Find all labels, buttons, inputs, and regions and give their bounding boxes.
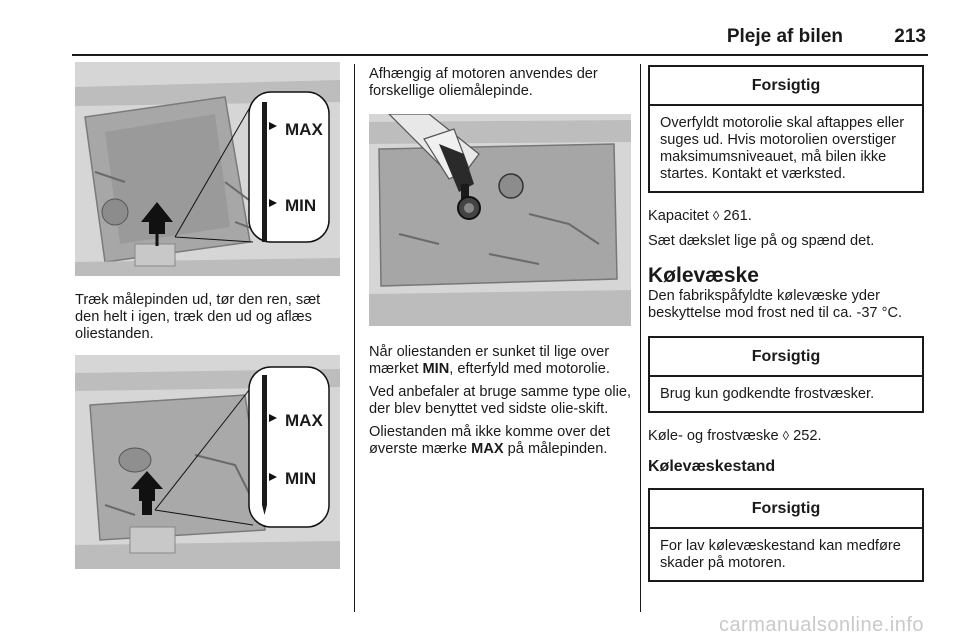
intro-text: Afhængig af motoren anvendes der forskellige oliemålepinde. bbox=[369, 66, 598, 99]
dipstick-figure-1 bbox=[75, 62, 340, 276]
min-label-1: MIN bbox=[285, 196, 317, 215]
caution-box-1 bbox=[648, 65, 924, 193]
column-3 bbox=[648, 62, 924, 582]
watermark: carmanualsonline.info bbox=[718, 614, 924, 636]
page-header bbox=[72, 22, 928, 56]
refill-text: Når oliestanden er sunket til lige over mærket MIN, efterfyld med motorolie. bbox=[369, 344, 610, 377]
caution-heading-3: Forsigtig bbox=[650, 490, 922, 529]
reference-icon: ◊ bbox=[782, 428, 790, 443]
column-2 bbox=[369, 62, 633, 458]
caution-box-2 bbox=[648, 336, 924, 413]
caution-heading-2: Forsigtig bbox=[650, 338, 922, 377]
column-1 bbox=[75, 62, 340, 569]
capacity-text: Kapacitet ◊ 261. bbox=[648, 208, 752, 224]
section-heading-coolant: Kølevæske bbox=[648, 264, 759, 287]
instruction-text-1: Træk målepinden ud, tør den ren, sæt den helt i igen, træk den ud og aflæs oliestanden. bbox=[75, 292, 321, 342]
antifreeze-text: Køle- og frostvæske ◊ 252. bbox=[648, 428, 822, 444]
reference-icon: ◊ bbox=[712, 208, 720, 223]
subheading-coolant-level: Kølevæskestand bbox=[648, 458, 776, 475]
caution-heading-1: Forsigtig bbox=[650, 67, 922, 106]
caution-body-1: Overfyldt motorolie skal aftappes eller suges ud. Hvis motorolien overstiger maksimumsniveauet, må bilen ikke startes. Kontakt et værksted. bbox=[660, 115, 905, 182]
column-divider-1 bbox=[354, 64, 355, 612]
cover-text: Sæt dækslet lige på og spænd det. bbox=[648, 233, 875, 249]
caution-body-2: Brug kun godkendte frostvæsker. bbox=[660, 386, 875, 402]
coolant-text: Den fabrikspåfyldte kølevæske yder beskyttelse mod frost ned til ca. -37 °C. bbox=[648, 288, 903, 321]
column-divider-2 bbox=[640, 64, 641, 612]
page-number: 213 bbox=[894, 26, 926, 47]
dipstick-figure-2 bbox=[75, 355, 340, 569]
oil-type-text: Ved anbefaler at bruge samme type olie, der blev benyttet ved sidste olie-skift. bbox=[369, 384, 632, 417]
caution-box-3 bbox=[648, 488, 924, 582]
max-level-text: Oliestanden må ikke komme over det øverste mærke MAX på målepinden. bbox=[369, 424, 610, 457]
min-label-2: MIN bbox=[285, 469, 317, 488]
max-label-1: MAX bbox=[285, 120, 323, 139]
max-label-2: MAX bbox=[285, 411, 323, 430]
oil-filling-figure bbox=[369, 114, 631, 326]
page-title: Pleje af bilen bbox=[726, 26, 843, 47]
caution-body-3: For lav kølevæskestand kan medføre skader på motoren. bbox=[660, 538, 901, 571]
